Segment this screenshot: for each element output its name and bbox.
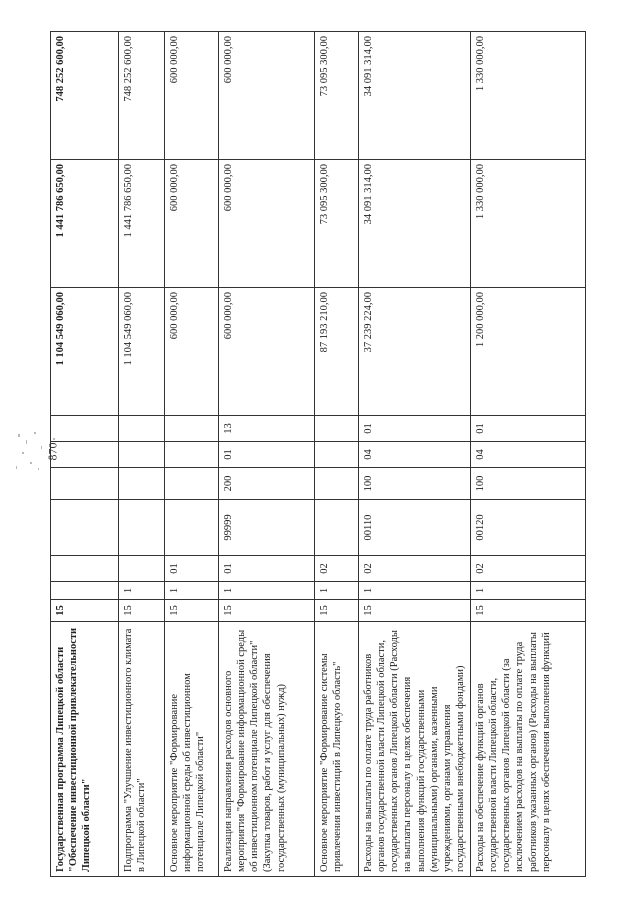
group-code-cell: 02 bbox=[315, 556, 359, 582]
admin-code-cell: 15 bbox=[51, 600, 119, 622]
section-cell: 01 bbox=[219, 442, 315, 468]
subsection-cell: 13 bbox=[219, 416, 315, 442]
group-code-cell: 01 bbox=[165, 556, 219, 582]
admin-code-cell: 15 bbox=[219, 600, 315, 622]
amount-year1-cell: 600 000,00 bbox=[219, 288, 315, 416]
subprogram-code-cell: 1 bbox=[471, 582, 586, 600]
expense-type-cell: 200 bbox=[219, 468, 315, 500]
amount-year2-cell: 1 441 786 650,00 bbox=[119, 160, 165, 288]
admin-code-cell: 15 bbox=[471, 600, 586, 622]
admin-code-cell: 15 bbox=[119, 600, 165, 622]
table-row bbox=[165, 32, 219, 877]
section-cell: 04 bbox=[359, 442, 471, 468]
admin-code-cell: 15 bbox=[315, 600, 359, 622]
expense-type-cell bbox=[165, 468, 219, 500]
group-code-cell bbox=[51, 556, 119, 582]
subsection-cell: 01 bbox=[471, 416, 586, 442]
amount-year3-cell: 1 330 000,00 bbox=[471, 32, 586, 160]
subprogram-code-cell bbox=[51, 582, 119, 600]
amount-year1-cell: 1 104 549 060,00 bbox=[119, 288, 165, 416]
table-body bbox=[51, 32, 586, 877]
table-row bbox=[471, 32, 586, 877]
direction-code-cell bbox=[51, 500, 119, 556]
direction-code-cell: 99999 bbox=[219, 500, 315, 556]
program-name-cell: Основное мероприятие "Формирование системы привлечения инвестиций в Липецкую область" bbox=[315, 622, 359, 877]
amount-year3-cell: 748 252 600,00 bbox=[51, 32, 119, 160]
program-name-cell: Основное мероприятие "Формирование информационной среды об инвестиционном потенциале Липецкой области" bbox=[165, 622, 219, 877]
amount-year1-cell: 1 104 549 060,00 bbox=[51, 288, 119, 416]
budget-table bbox=[50, 31, 586, 877]
program-name-cell: Подпрограмма "Улучшение инвестиционного климата в Липецкой области" bbox=[119, 622, 165, 877]
expense-type-cell bbox=[119, 468, 165, 500]
section-cell bbox=[51, 442, 119, 468]
subprogram-code-cell: 1 bbox=[219, 582, 315, 600]
direction-code-cell: 00110 bbox=[359, 500, 471, 556]
rotated-table-frame bbox=[50, 32, 600, 877]
direction-code-cell: 00120 bbox=[471, 500, 586, 556]
table-row bbox=[51, 32, 119, 877]
program-name-cell: Реализация направления расходов основного мероприятия "Формирование информационной среды об инвестиционном потенциале Липецкой области" (Закупка товаров, работ и услуг для обеспечения государственных (муниципальных) нужд) bbox=[219, 622, 315, 877]
program-name-cell: Государственная программа Липецкой области "Обеспечение инвестиционной привлекательности Липецкой области" bbox=[51, 622, 119, 877]
subsection-cell bbox=[119, 416, 165, 442]
direction-code-cell bbox=[315, 500, 359, 556]
subprogram-code-cell: 1 bbox=[165, 582, 219, 600]
table-row bbox=[359, 32, 471, 877]
amount-year1-cell: 1 200 000,00 bbox=[471, 288, 586, 416]
direction-code-cell bbox=[119, 500, 165, 556]
admin-code-cell: 15 bbox=[165, 600, 219, 622]
amount-year3-cell: 748 252 600,00 bbox=[119, 32, 165, 160]
program-name-cell: Расходы на выплаты по оплате труда работников органов государственной власти Липецкой области, государственных органов Липецкой области (Расходы на выплаты персоналу в целях обеспечения выполнения функций государственными (муниципальными) органами, казенными учреждениями, органами управления государственными внебюджетными фондами) bbox=[359, 622, 471, 877]
subsection-cell bbox=[315, 416, 359, 442]
amount-year2-cell: 34 091 314,00 bbox=[359, 160, 471, 288]
expense-type-cell bbox=[51, 468, 119, 500]
table-row bbox=[119, 32, 165, 877]
amount-year2-cell: 600 000,00 bbox=[219, 160, 315, 288]
subprogram-code-cell: 1 bbox=[119, 582, 165, 600]
amount-year3-cell: 600 000,00 bbox=[219, 32, 315, 160]
group-code-cell bbox=[119, 556, 165, 582]
amount-year2-cell: 1 330 000,00 bbox=[471, 160, 586, 288]
amount-year2-cell: 600 000,00 bbox=[165, 160, 219, 288]
admin-code-cell: 15 bbox=[359, 600, 471, 622]
amount-year3-cell: 34 091 314,00 bbox=[359, 32, 471, 160]
section-cell: 04 bbox=[471, 442, 586, 468]
amount-year3-cell: 600 000,00 bbox=[165, 32, 219, 160]
table-row bbox=[315, 32, 359, 877]
subsection-cell bbox=[165, 416, 219, 442]
amount-year1-cell: 37 239 224,00 bbox=[359, 288, 471, 416]
expense-type-cell: 100 bbox=[359, 468, 471, 500]
group-code-cell: 02 bbox=[471, 556, 586, 582]
amount-year1-cell: 600 000,00 bbox=[165, 288, 219, 416]
section-cell bbox=[119, 442, 165, 468]
amount-year3-cell: 73 095 300,00 bbox=[315, 32, 359, 160]
page-number: 870 bbox=[45, 442, 60, 461]
direction-code-cell bbox=[165, 500, 219, 556]
subsection-cell bbox=[51, 416, 119, 442]
expense-type-cell bbox=[315, 468, 359, 500]
amount-year2-cell: 1 441 786 650,00 bbox=[51, 160, 119, 288]
group-code-cell: 01 bbox=[219, 556, 315, 582]
program-name-cell: Расходы на обеспечение функций органов государственной власти Липецкой области, государственных органов Липецкой области (за исключением расходов на выплаты по оплате труда работников указанных органов) (Расходы на выплаты персоналу в целях обеспечения выполнения функций bbox=[471, 622, 586, 877]
amount-year2-cell: 73 095 300,00 bbox=[315, 160, 359, 288]
subsection-cell: 01 bbox=[359, 416, 471, 442]
expense-type-cell: 100 bbox=[471, 468, 586, 500]
subprogram-code-cell: 1 bbox=[315, 582, 359, 600]
subprogram-code-cell: 1 bbox=[359, 582, 471, 600]
table-row bbox=[219, 32, 315, 877]
amount-year1-cell: 87 193 210,00 bbox=[315, 288, 359, 416]
section-cell bbox=[165, 442, 219, 468]
section-cell bbox=[315, 442, 359, 468]
group-code-cell: 02 bbox=[359, 556, 471, 582]
